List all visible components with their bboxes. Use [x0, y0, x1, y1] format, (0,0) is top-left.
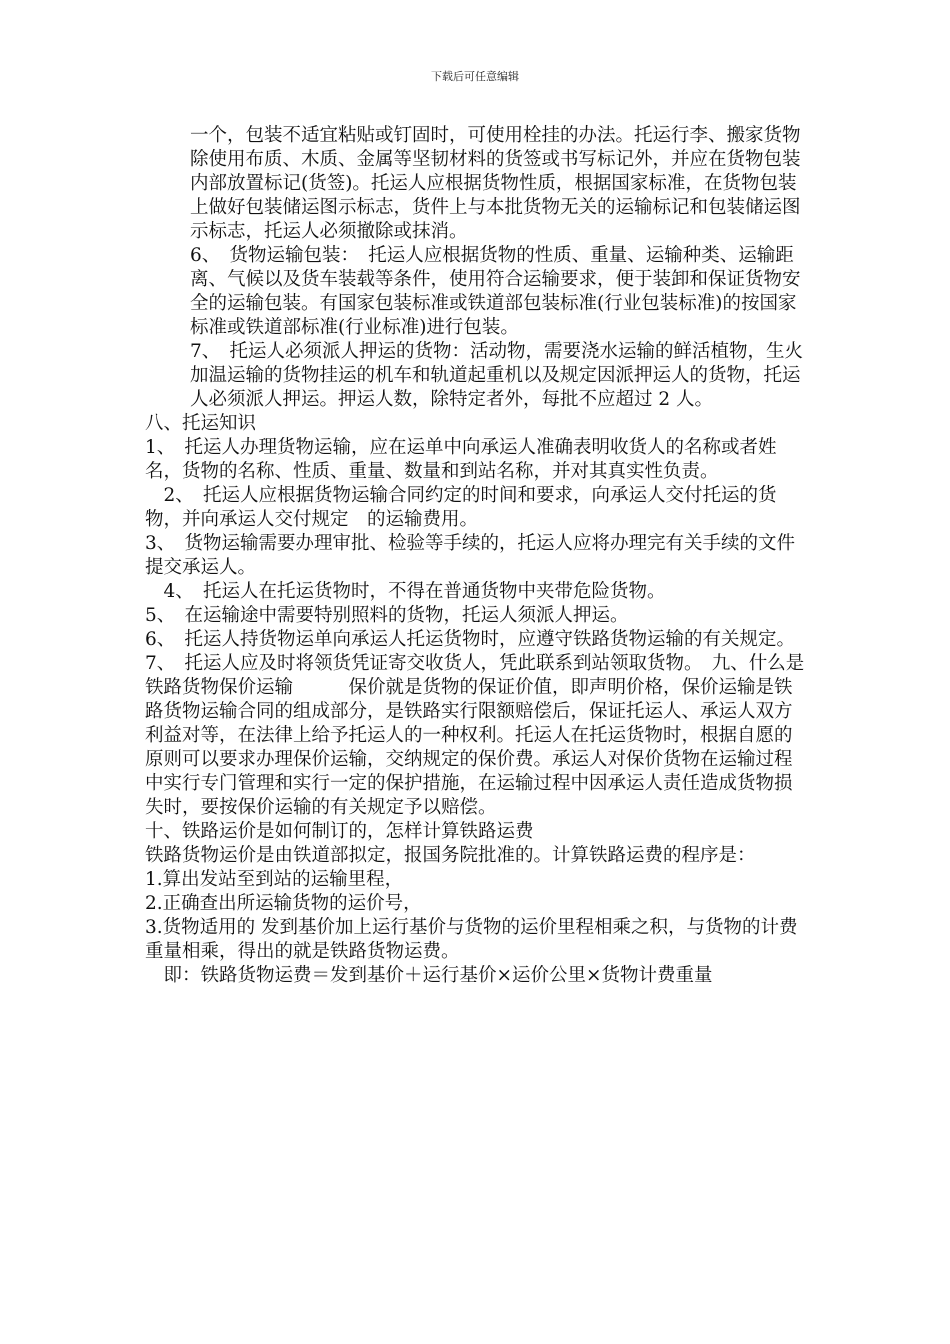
list-item-3: 3、 货物运输需要办理审批、检验等手续的，托运人应将办理完有关手续的文件提交承运人。 [145, 533, 796, 578]
section-heading-8: 八、托运知识 [145, 413, 257, 434]
list-item-4: 4、 托运人在托运货物时，不得在普通货物中夹带危险货物。 [145, 581, 666, 602]
formula-line: 即：铁路货物运费＝发到基价＋运行基价×运价公里×货物计费重量 [145, 965, 713, 986]
step-1: 1.算出发站至到站的运输里程， [145, 869, 404, 890]
document-body [145, 124, 810, 988]
paragraph-freight-rate-intro: 铁路货物运价是由铁道部拟定，报国务院批准的。计算铁路运费的程序是： [145, 845, 756, 866]
paragraph-item-7-escort: 7、 托运人必须派人押运的货物：活动物，需要浇水运输的鲜活植物，生火加温运输的货物挂运的机车和轨道起重机以及规定因派押运人的货物，托运人必须派人押运。押运人数，除特定者外，每批不应超过 2 人。 [190, 341, 804, 410]
list-item-1: 1、 托运人办理货物运输，应在运单中向承运人准确表明收货人的名称或者姓名，货物的名称、性质、重量、数量和到站名称，并对其真实性负责。 [145, 437, 777, 482]
paragraph-packaging-marks: 一个，包装不适宜粘贴或钉固时，可使用栓挂的办法。托运行李、搬家货物除使用布质、木质、金属等坚韧材料的货签或书写标记外，并应在货物包装内部放置标记(货签)。托运人应根据货物性质，根据国家标准，在货物包装上做好包装储运图示标志，货件上与本批货物无关的运输标记和包装储运图示标志，托运人必须撤除或抹消。 [190, 125, 801, 242]
section-heading-10: 十、铁路运价是如何制订的，怎样计算铁路运费 [145, 821, 534, 842]
list-item-7-and-section-9: 7、 托运人应及时将领货凭证寄交收货人，凭此联系到站领取货物。 九、什么是铁路货物保价运输 保价就是货物的保证价值，即声明价格，保价运输是铁路货物运输合同的组成部分，是铁路实行限额赔偿后，保证托运人、承运人双方利益对等，在法律上给予托运人的一种权利。托运人在托运货物时，根据自愿的原则可以要求办理保价运输，交纳规定的保价费。承运人对保价货物在运输过程中实行专门管理和实行一定的保护措施，在运输过程中因承运人责任造成货物损失时，要按保价运输的有关规定予以赔偿。 [145, 653, 805, 818]
step-2: 2.正确查出所运输货物的运价号， [145, 893, 422, 914]
list-item-2: 2、 托运人应根据货物运输合同约定的时间和要求，向承运人交付托运的货物，并向承运人交付规定 的运输费用。 [145, 485, 777, 530]
list-item-5: 5、 在运输途中需要特别照料的货物，托运人须派人押运。 [145, 605, 629, 626]
list-item-6: 6、 托运人持货物运单向承运人托运货物时，应遵守铁路货物运输的有关规定。 [145, 629, 796, 650]
page-header: 下载后可任意编辑 [431, 70, 519, 83]
paragraph-item-6-packaging: 6、 货物运输包装： 托运人应根据货物的性质、重量、运输种类、运输距离、气候以及货车装载等条件，使用符合运输要求，便于装卸和保证货物安全的运输包装。有国家包装标准或铁道部包装标准(行业包装标准)的按国家标准或铁道部标准(行业标准)进行包装。 [190, 245, 801, 338]
step-3: 3.货物适用的 发到基价加上运行基价与货物的运价里程相乘之积，与货物的计费重量相乘，得出的就是铁路货物运费。 [145, 917, 798, 962]
